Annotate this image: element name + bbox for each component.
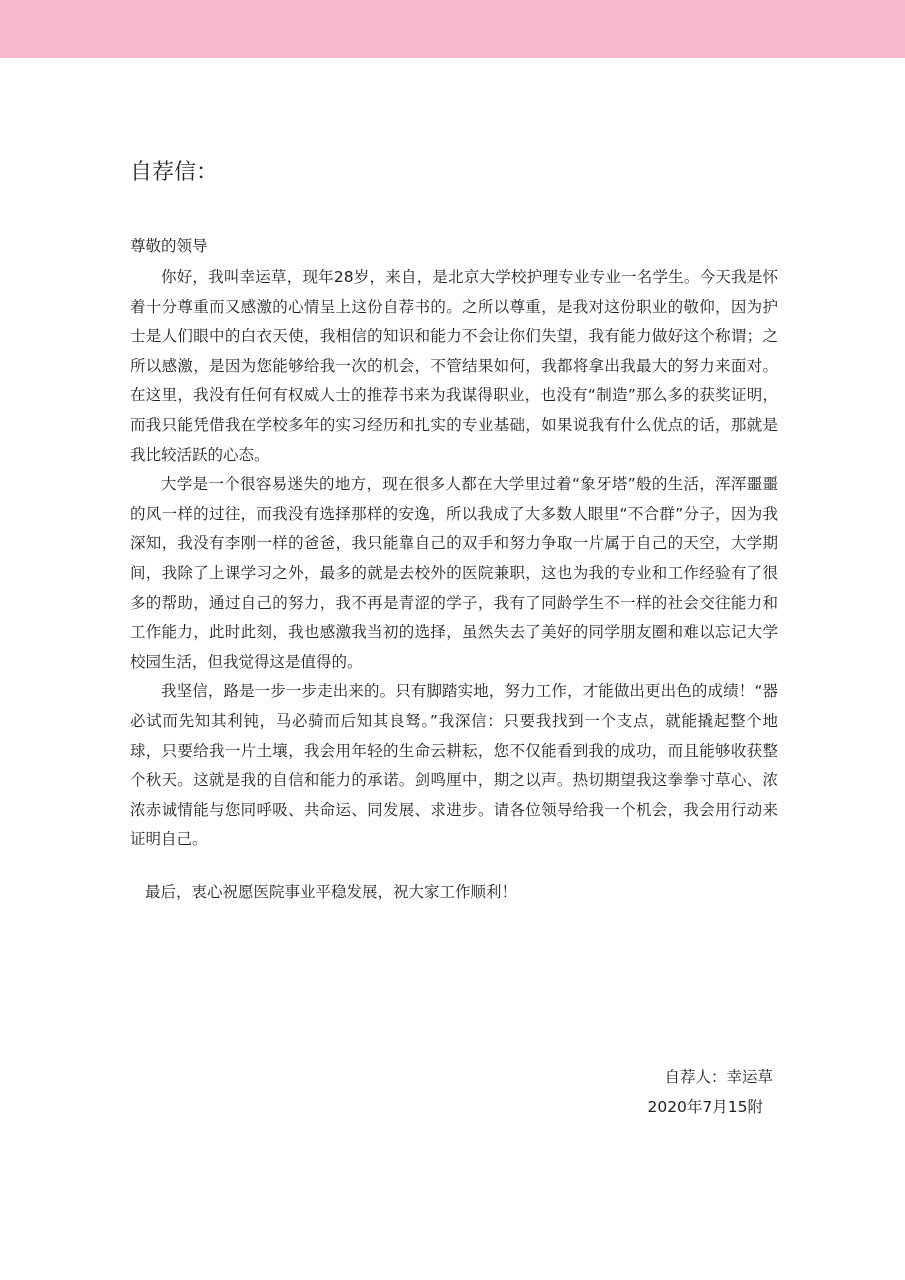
letter-title: 自荐信：	[130, 160, 219, 185]
body-paragraph: 大学是一个很容易迷失的地方，现在很多人都在大学里过着“象牙塔”般的生活，浑浑噩噩的风一样的过往，而我没有选择那样的安逸，所以我成了大多数人眼里“不合群”分子，因为我深知，我没有李刚一样的爸爸，我只能靠自己的双手和努力争取一片属于自己的天空，大学期间，我除了上课学习之外，最多的就是去校外的医院兼职，这也为我的专业和工作经验有了很多的帮助，通过自己的努力，我不再是青涩的学子，我有了同龄学生不一样的社会交往能力和工作能力，此时此刻，我也感激我当初的选择，虽然失去了美好的同学朋友圈和难以忘记大学校园生活，但我觉得这是值得的。	[130, 475, 778, 671]
top-decorative-band	[0, 0, 905, 58]
letter-closing: 最后，衷心祝愿医院事业平稳发展，祝大家工作顺利！	[145, 883, 518, 901]
letter-greeting: 尊敬的领导	[130, 237, 208, 255]
body-paragraph: 我坚信，路是一步一步走出来的。只有脚踏实地，努力工作，才能做出更出色的成绩！“器必试而先知其利钝，马必骑而后知其良驽。”我深信：只要我找到一个支点，就能撬起整个地球，只要给我一片土壤，我会用年轻的生命云耕耘，您不仅能看到我的成功，而且能够收获整个秋天。这就是我的自信和能力的承诺。剑鸣厘中，期之以声。热切期望我这拳拳寸草心、浓浓赤诚情能与您同呼吸、共命运、同发展、求进步。请各位领导给我一个机会，我会用行动来证明自己。	[130, 682, 778, 849]
signature-date: 2020年7月15附	[647, 1098, 763, 1116]
letter-body	[130, 263, 778, 855]
signature-line: 自荐人：幸运草	[664, 1068, 773, 1086]
body-paragraph: 你好，我叫幸运草，现年28岁，来自，是北京大学校护理专业专业一名学生。今天我是怀着十分尊重而又感激的心情呈上这份自荐书的。之所以尊重，是我对这份职业的敬仰，因为护士是人们眼中的白衣天使，我相信的知识和能力不会让你们失望，我有能力做好这个称谓；之所以感激，是因为您能够给我一次的机会，不管结果如何，我都将拿出我最大的努力来面对。在这里，我没有任何有权威人士的推荐书来为我谋得职业，也没有“制造”那么多的获奖证明，而我只能凭借我在学校多年的实习经历和扎实的专业基础，如果说我有什么优点的话，那就是我比较活跃的心态。	[130, 268, 778, 464]
